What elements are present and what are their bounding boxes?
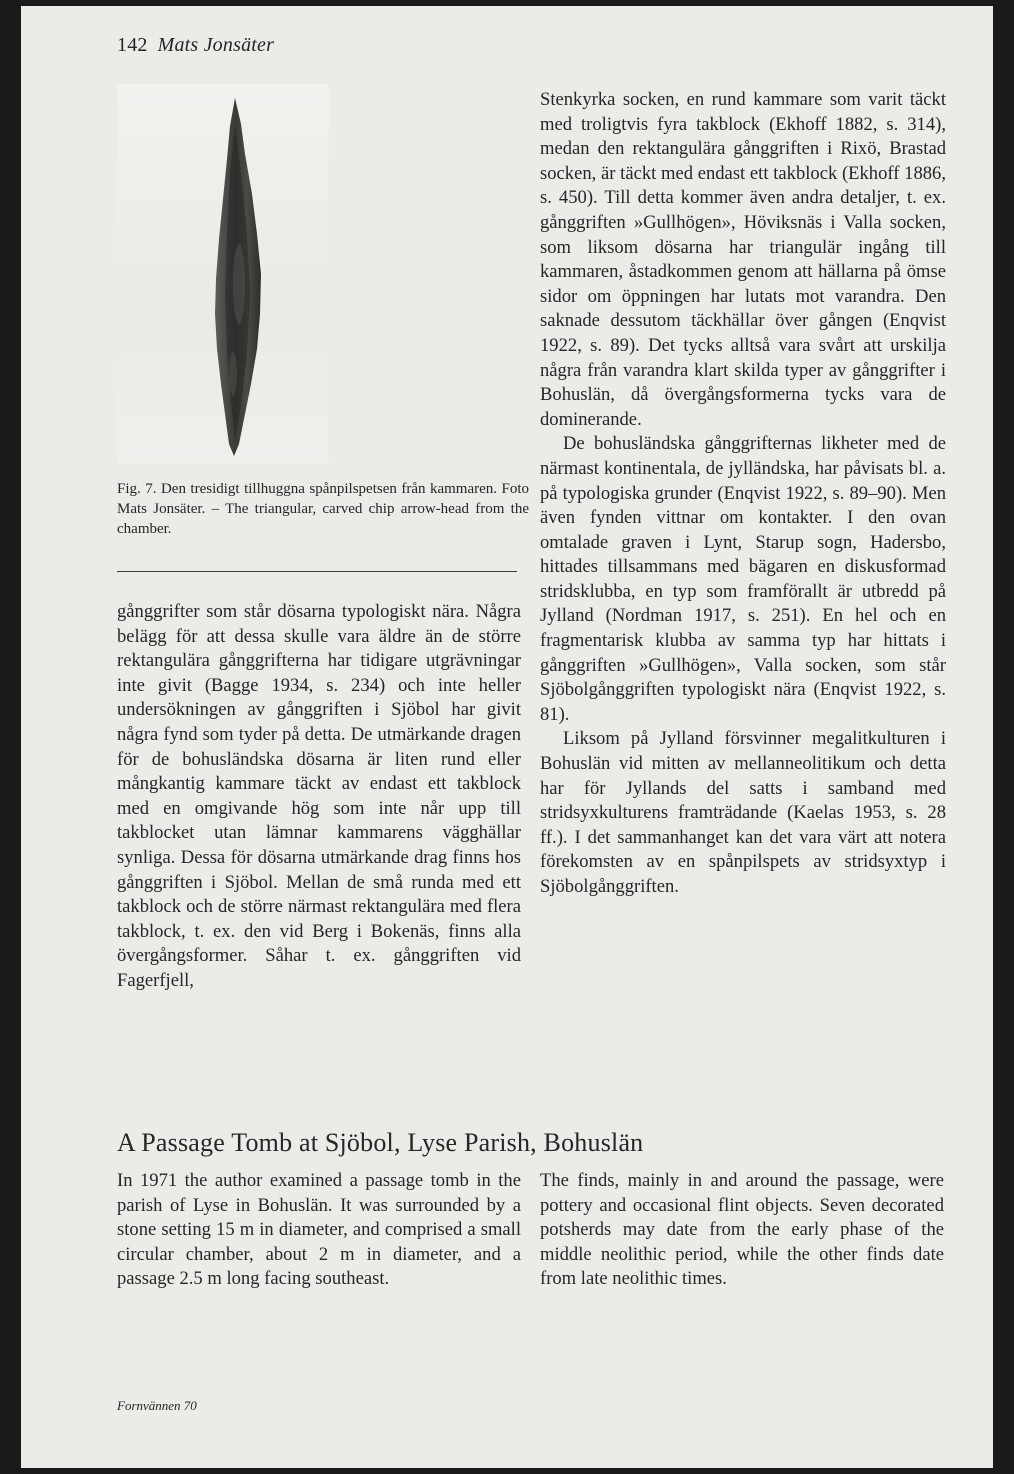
- running-head: [117, 34, 274, 57]
- summary-right-column: [540, 1169, 944, 1292]
- paragraph: De bohusländska gånggrifternas likheter med de närmast kontinentala, de jylländska, har påvisats bl. a. på typologiska grunder (Enqvist 1922, s. 89–90). Men även fynden vittnar om kontakter. I den ovan omtalade graven i Lynt, Starup sogn, Hadersbo, hittades tillsammans med bägaren en diskusformad stridsklubba, en typ som framförallt är utbredd på Jylland (Nordman 1917, s. 251). En hel och en fragmentarisk klubba av samma typ har hittats i gånggriften »Gullhögen», Valla socken, som står Sjöbolgånggriften typologiskt nära (Enqvist 1922, s. 81).: [540, 433, 946, 725]
- figure-photo: [117, 84, 329, 464]
- separator-rule: [117, 571, 517, 572]
- paragraph: In 1971 the author examined a passage tomb in the parish of Lyse in Bohuslän. It was surrounded by a stone setting 15 m in diameter, and comprised a small circular chamber, about 2 m in diameter, and a passage 2.5 m long facing southeast.: [117, 1170, 521, 1290]
- figure-caption: Fig. 7. Den tresidigt tillhuggna spånpilspetsen från kammaren. Foto Mats Jonsäter. – The triangular, carved chip arrow-head from the chamber.: [117, 481, 529, 537]
- left-column: [117, 600, 521, 994]
- page: [21, 6, 993, 1468]
- paragraph: gånggrifter som står dösarna typologiskt nära. Några belägg för att dessa skulle vara äldre än de större rektangulära gånggrifterna har tidigare utgrävningar inte givit (Bagge 1934, s. 234) och inte heller undersökningen av gånggriften i Sjöbol har givit några fynd som tyder på detta. De utmärkande dragen för de bohusländska dösarna är liten rund eller mångkantig kammare täckt av endast ett takblock med en omgivande hög som inte når upp till takblocket utan lämnar kammarens vägghällar synliga. Dessa för dösarna utmärkande drag finns hos gånggriften i Sjöbol. Mellan de små runda med ett takblock och de större närmast rektangulära med flera takblock, t. ex. den vid Berg i Bokenäs, finns alla övergångsformer. Såhar t. ex. gånggriften vid Fagerfjell,: [117, 601, 521, 991]
- running-head-author: Mats Jonsäter: [157, 34, 275, 56]
- paragraph: Stenkyrka socken, en rund kammare som varit täckt med troligtvis fyra takblock (Ekhoff 1882, s. 314), medan den rektangulära gånggriften i Rixö, Brastad socken, är täckt med endast ett takblock (Ekhoff 1886, s. 450). Till detta kommer även andra detaljer, t. ex. gånggriften »Gullhögen», Höviksnäs i Valla socken, som liksom dösarna har triangulär ingång till kammaren, åstadkommen genom att hällarna på ömse sidor om öppningen har lutats mot varandra. Den saknade dessutom täckhällar över gången (Enqvist 1922, s. 89). Det tycks alltså vara svårt att urskilja några från varandra klart skilda typer av gånggrifter i Bohuslän, då övergångsformerna tycks vara de dominerande.: [540, 89, 946, 430]
- paragraph: Liksom på Jylland försvinner megalitkulturen i Bohuslän vid mitten av mellanneolitikum och detta har för Jyllands del satts i samband med stridsyxkulturens framträdande (Kaelas 1953, s. 28 ff.). I det sammanhanget kan det vara värt att notera förekomsten av en spånpilspets av stridsyxtyp i Sjöbolgånggriften.: [540, 728, 946, 897]
- page-number: 142: [117, 34, 148, 56]
- paragraph: The finds, mainly in and around the passage, were pottery and occasional flint objects. Seven decorated potsherds may date from the early phase of the middle neolithic period, while the other finds date from late neolithic times.: [540, 1170, 944, 1290]
- arrowhead-photo-icon: [117, 84, 329, 464]
- summary-title: A Passage Tomb at Sjöbol, Lyse Parish, Bohuslän: [117, 1128, 644, 1157]
- journal-footer: Fornvännen 70: [117, 1398, 197, 1413]
- right-column: [540, 88, 946, 900]
- summary-left-column: [117, 1169, 521, 1292]
